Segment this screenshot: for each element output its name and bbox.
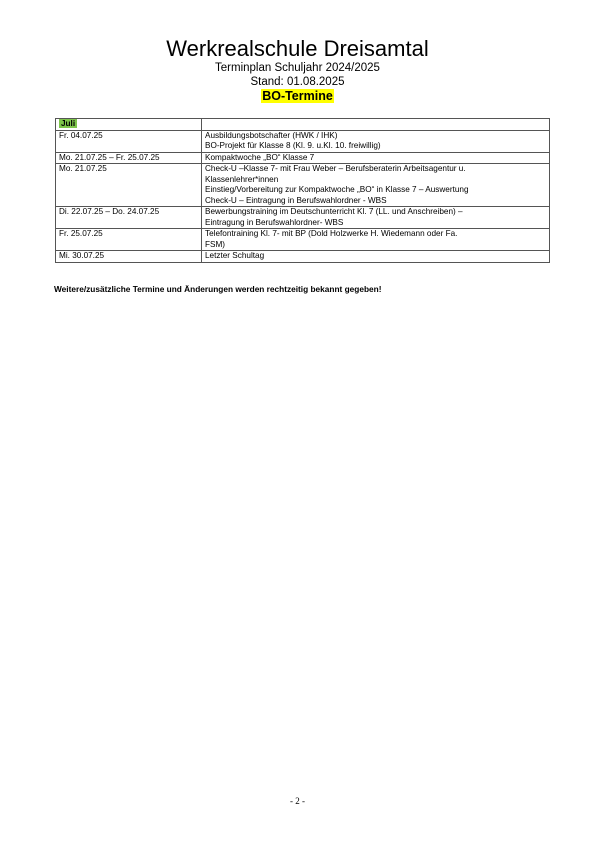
row-description: [202, 251, 550, 263]
row-description-line: Bewerbungstraining im Deutschunterricht Kl. 7 (LL. und Anschreiben) –: [205, 207, 463, 216]
table-row: [56, 130, 550, 152]
schedule-subtitle: Terminplan Schuljahr 2024/2025: [215, 62, 380, 74]
row-date: Mo. 21.07.25: [56, 164, 202, 207]
row-date: Di. 22.07.25 – Do. 24.07.25: [56, 207, 202, 229]
row-description-line: FSM): [205, 239, 226, 249]
page-number: - 2 -: [290, 796, 305, 806]
table-row: [56, 251, 550, 263]
month-row: [56, 119, 550, 131]
row-description-line: Eintragung in Berufswahlordner- WBS: [205, 217, 344, 227]
table-row: [56, 229, 550, 251]
row-description: [202, 130, 550, 152]
row-description-line: Kompaktwoche „BO“ Klasse 7: [205, 152, 315, 162]
section-title: BO-Termine: [262, 89, 333, 103]
schedule-table: [55, 118, 550, 263]
row-date: Fr. 25.07.25: [56, 229, 202, 251]
row-description: [202, 229, 550, 251]
row-date: Mo. 21.07.25 – Fr. 25.07.25: [56, 152, 202, 164]
footer-note: Weitere/zusätzliche Termine und Änderungen werden rechtzeitig bekannt gegeben!: [54, 284, 382, 294]
table-row: [56, 152, 550, 164]
stand-date: Stand: 01.08.2025: [250, 75, 345, 88]
row-description-line: BO-Projekt für Klasse 8 (Kl. 9. u.Kl. 10. freiwillig): [205, 141, 381, 150]
row-description-line: Check-U – Eintragung in Berufswahlordner - WBS: [205, 195, 387, 205]
row-description-line: Klassenlehrer*innen: [205, 174, 279, 184]
month-label: Juli: [61, 119, 76, 128]
row-description: [202, 152, 550, 164]
row-description-line: Letzter Schultag: [205, 251, 265, 260]
row-description-line: Check-U –Klasse 7- mit Frau Weber – Berufsberaterin Arbeitsagentur u.: [205, 164, 466, 173]
row-date: Fr. 04.07.25: [56, 130, 202, 152]
row-description-line: Telefontraining Kl. 7- mit BP (Dold Holzwerke H. Wiedemann oder Fa.: [205, 229, 458, 238]
row-description-line: Einstieg/Vorbereitung zur Kompaktwoche „BO“ in Klasse 7 – Auswertung: [205, 185, 469, 194]
table-row: [56, 207, 550, 229]
table-row: [56, 164, 550, 207]
document-header: [0, 36, 595, 104]
row-description-line: Ausbildungsbotschafter (HWK / IHK): [205, 130, 338, 140]
row-description: [202, 164, 550, 207]
school-title: Werkrealschule Dreisamtal: [166, 36, 429, 61]
row-description: [202, 207, 550, 229]
row-date: Mi. 30.07.25: [56, 251, 202, 263]
